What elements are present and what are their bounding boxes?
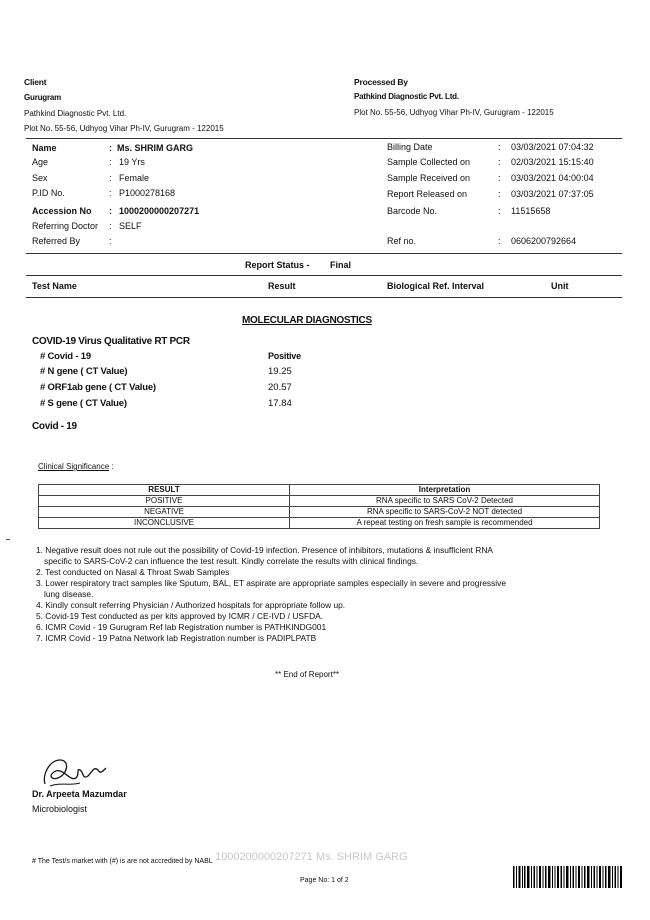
col-interval: Biological Ref. Interval: [387, 281, 485, 291]
page-number: Page No: 1 of 2: [300, 877, 349, 884]
header-divider: [26, 138, 622, 139]
note-item: 6. ICMR Covid - 19 Gurugram Ref lab Registration number is PATHKINDG001: [36, 622, 327, 632]
status-divider: [26, 275, 622, 276]
processed-by-address: Plot No. 55-56, Udhyog Vihar Ph-IV, Gurugram - 122015: [354, 108, 554, 117]
margin-mark: [6, 539, 10, 540]
patient-divider: [26, 253, 622, 254]
table-header: RESULT: [39, 485, 290, 496]
note-item: 4. Kindly consult referring Physician / Authorized hospitals for appropriate follow up.: [36, 600, 346, 610]
sex-colon: :: [109, 173, 112, 183]
table-cell: RNA specific to SARS CoV-2 Detected: [290, 496, 600, 507]
name-label: Name: [32, 143, 57, 153]
col-result: Result: [268, 281, 296, 291]
released-date: 03/03/2021 07:37:05: [511, 189, 594, 199]
collected-colon: :: [498, 157, 501, 167]
notes-list: [36, 545, 616, 644]
table-row: [39, 496, 600, 507]
watermark: 1000200000207271 Ms. SHRIM GARG: [215, 851, 408, 863]
result-orf1ab-gene: 20.57: [268, 382, 292, 393]
signature-image: [40, 752, 110, 792]
barcode-colon: :: [498, 206, 501, 216]
age-label: Age: [32, 157, 49, 167]
patient-age: 19 Yrs: [119, 157, 145, 167]
billing-colon: :: [498, 142, 501, 152]
result-s-gene: 17.84: [268, 398, 292, 409]
test-footer: Covid - 19: [32, 421, 77, 432]
ref-doctor-label: Referring Doctor: [32, 221, 99, 231]
table-cell: INCONCLUSIVE: [39, 518, 290, 529]
age-colon: :: [109, 157, 112, 167]
note-item: 1. Negative result does not rule out the possibility of Covid-19 infection. Presence of inhibitors, mutations & insufficient RNA: [36, 545, 493, 555]
table-cell: POSITIVE: [39, 496, 290, 507]
name-colon: :: [109, 143, 112, 153]
col-test-name: Test Name: [32, 281, 77, 291]
billing-date: 03/03/2021 07:04:32: [511, 142, 594, 152]
note-item: lung disease.: [44, 589, 94, 599]
signatory-name: Dr. Arpeeta Mazumdar: [32, 789, 127, 799]
patient-pid: P1000278168: [119, 188, 176, 198]
result-covid: Positive: [268, 351, 301, 361]
note-item: 2. Test conducted on Nasal & Throat Swab Samples: [36, 567, 230, 577]
client-address: Plot No. 55-56, Udhyog Vihar Ph-IV, Gurugram - 122015: [24, 124, 224, 133]
note-item: 7. ICMR Covid - 19 Patna Network lab Registration number is PADIPLPATB: [36, 633, 317, 643]
received-date: 03/03/2021 04:00:04: [511, 173, 594, 183]
signatory-title: Microbiologist: [32, 804, 88, 814]
table-header-row: [39, 485, 600, 496]
barcode-image: [513, 866, 623, 888]
ref-doctor-colon: :: [109, 221, 112, 231]
param-n-gene: # N gene ( CT Value): [40, 366, 128, 377]
ref-doctor: SELF: [119, 221, 142, 231]
received-colon: :: [498, 173, 501, 183]
client-name: Pathkind Diagnostic Pvt. Ltd.: [24, 109, 127, 118]
accession-colon: :: [109, 206, 112, 216]
billing-label: Billing Date: [387, 142, 433, 152]
barcode-label: Barcode No.: [387, 206, 438, 216]
col-unit: Unit: [551, 281, 569, 291]
clinical-label: Clinical Significance: [38, 462, 110, 471]
patient-sex: Female: [119, 173, 150, 183]
param-s-gene: # S gene ( CT Value): [40, 398, 127, 409]
pid-label: P.ID No.: [32, 188, 65, 198]
table-cell: RNA specific to SARS-CoV-2 NOT detected: [290, 507, 600, 518]
released-label: Report Released on: [387, 189, 468, 199]
result-n-gene: 19.25: [268, 366, 292, 377]
client-label: Client: [24, 77, 47, 87]
table-cell: A repeat testing on fresh sample is recommended: [290, 518, 600, 529]
processed-by-name: Pathkind Diagnostic Pvt. Ltd.: [354, 92, 459, 101]
barcode-number: 11515658: [511, 206, 551, 216]
table-header: Interpretation: [290, 485, 600, 496]
refno-colon: :: [498, 236, 501, 246]
table-cell: NEGATIVE: [39, 507, 290, 518]
refno-label: Ref no.: [387, 236, 417, 246]
received-label: Sample Received on: [387, 173, 471, 183]
pid-colon: :: [109, 188, 112, 198]
param-orf1ab-gene: # ORF1ab gene ( CT Value): [40, 382, 156, 393]
accession-number: 1000200000207271: [119, 206, 200, 216]
table-row: [39, 518, 600, 529]
nabl-note: # The Test/s market with (#) is are not accredited by NABL: [32, 858, 213, 865]
report-status-label: Report Status -: [245, 260, 310, 270]
collected-date: 02/03/2021 15:15:40: [511, 157, 594, 167]
collected-label: Sample Collected on: [387, 157, 471, 167]
columns-divider: [26, 297, 622, 298]
note-item: 5. Covid-19 Test conducted as per kits approved by ICMR / CE-IVD / USFDA.: [36, 611, 324, 621]
client-city: Gurugram: [24, 93, 62, 102]
end-of-report: ** End of Report**: [275, 670, 340, 679]
note-item: specific to SARS-CoV-2 can influence the test result. Kindly correlate the results with clinical findings.: [44, 556, 419, 566]
ref-number: 0606200792664: [511, 236, 577, 246]
interpretation-table: [38, 484, 600, 529]
accession-label: Accession No: [32, 206, 92, 216]
referred-by-label: Referred By: [32, 236, 81, 246]
processed-by-label: Processed By: [354, 77, 408, 87]
section-title: MOLECULAR DIAGNOSTICS: [242, 315, 372, 326]
note-item: 3. Lower respiratory tract samples like Sputum, BAL, ET aspirate are appropriate samples especially in severe and progressive: [36, 578, 506, 588]
sex-label: Sex: [32, 173, 48, 183]
patient-name: Ms. SHRIM GARG: [117, 143, 194, 153]
referred-by-colon: :: [109, 236, 112, 246]
table-row: [39, 507, 600, 518]
released-colon: :: [498, 189, 501, 199]
test-title: COVID-19 Virus Qualitative RT PCR: [32, 336, 190, 347]
clinical-significance: Clinical Significance :: [38, 462, 114, 471]
param-covid: # Covid - 19: [40, 351, 91, 362]
report-status-value: Final: [330, 260, 352, 270]
